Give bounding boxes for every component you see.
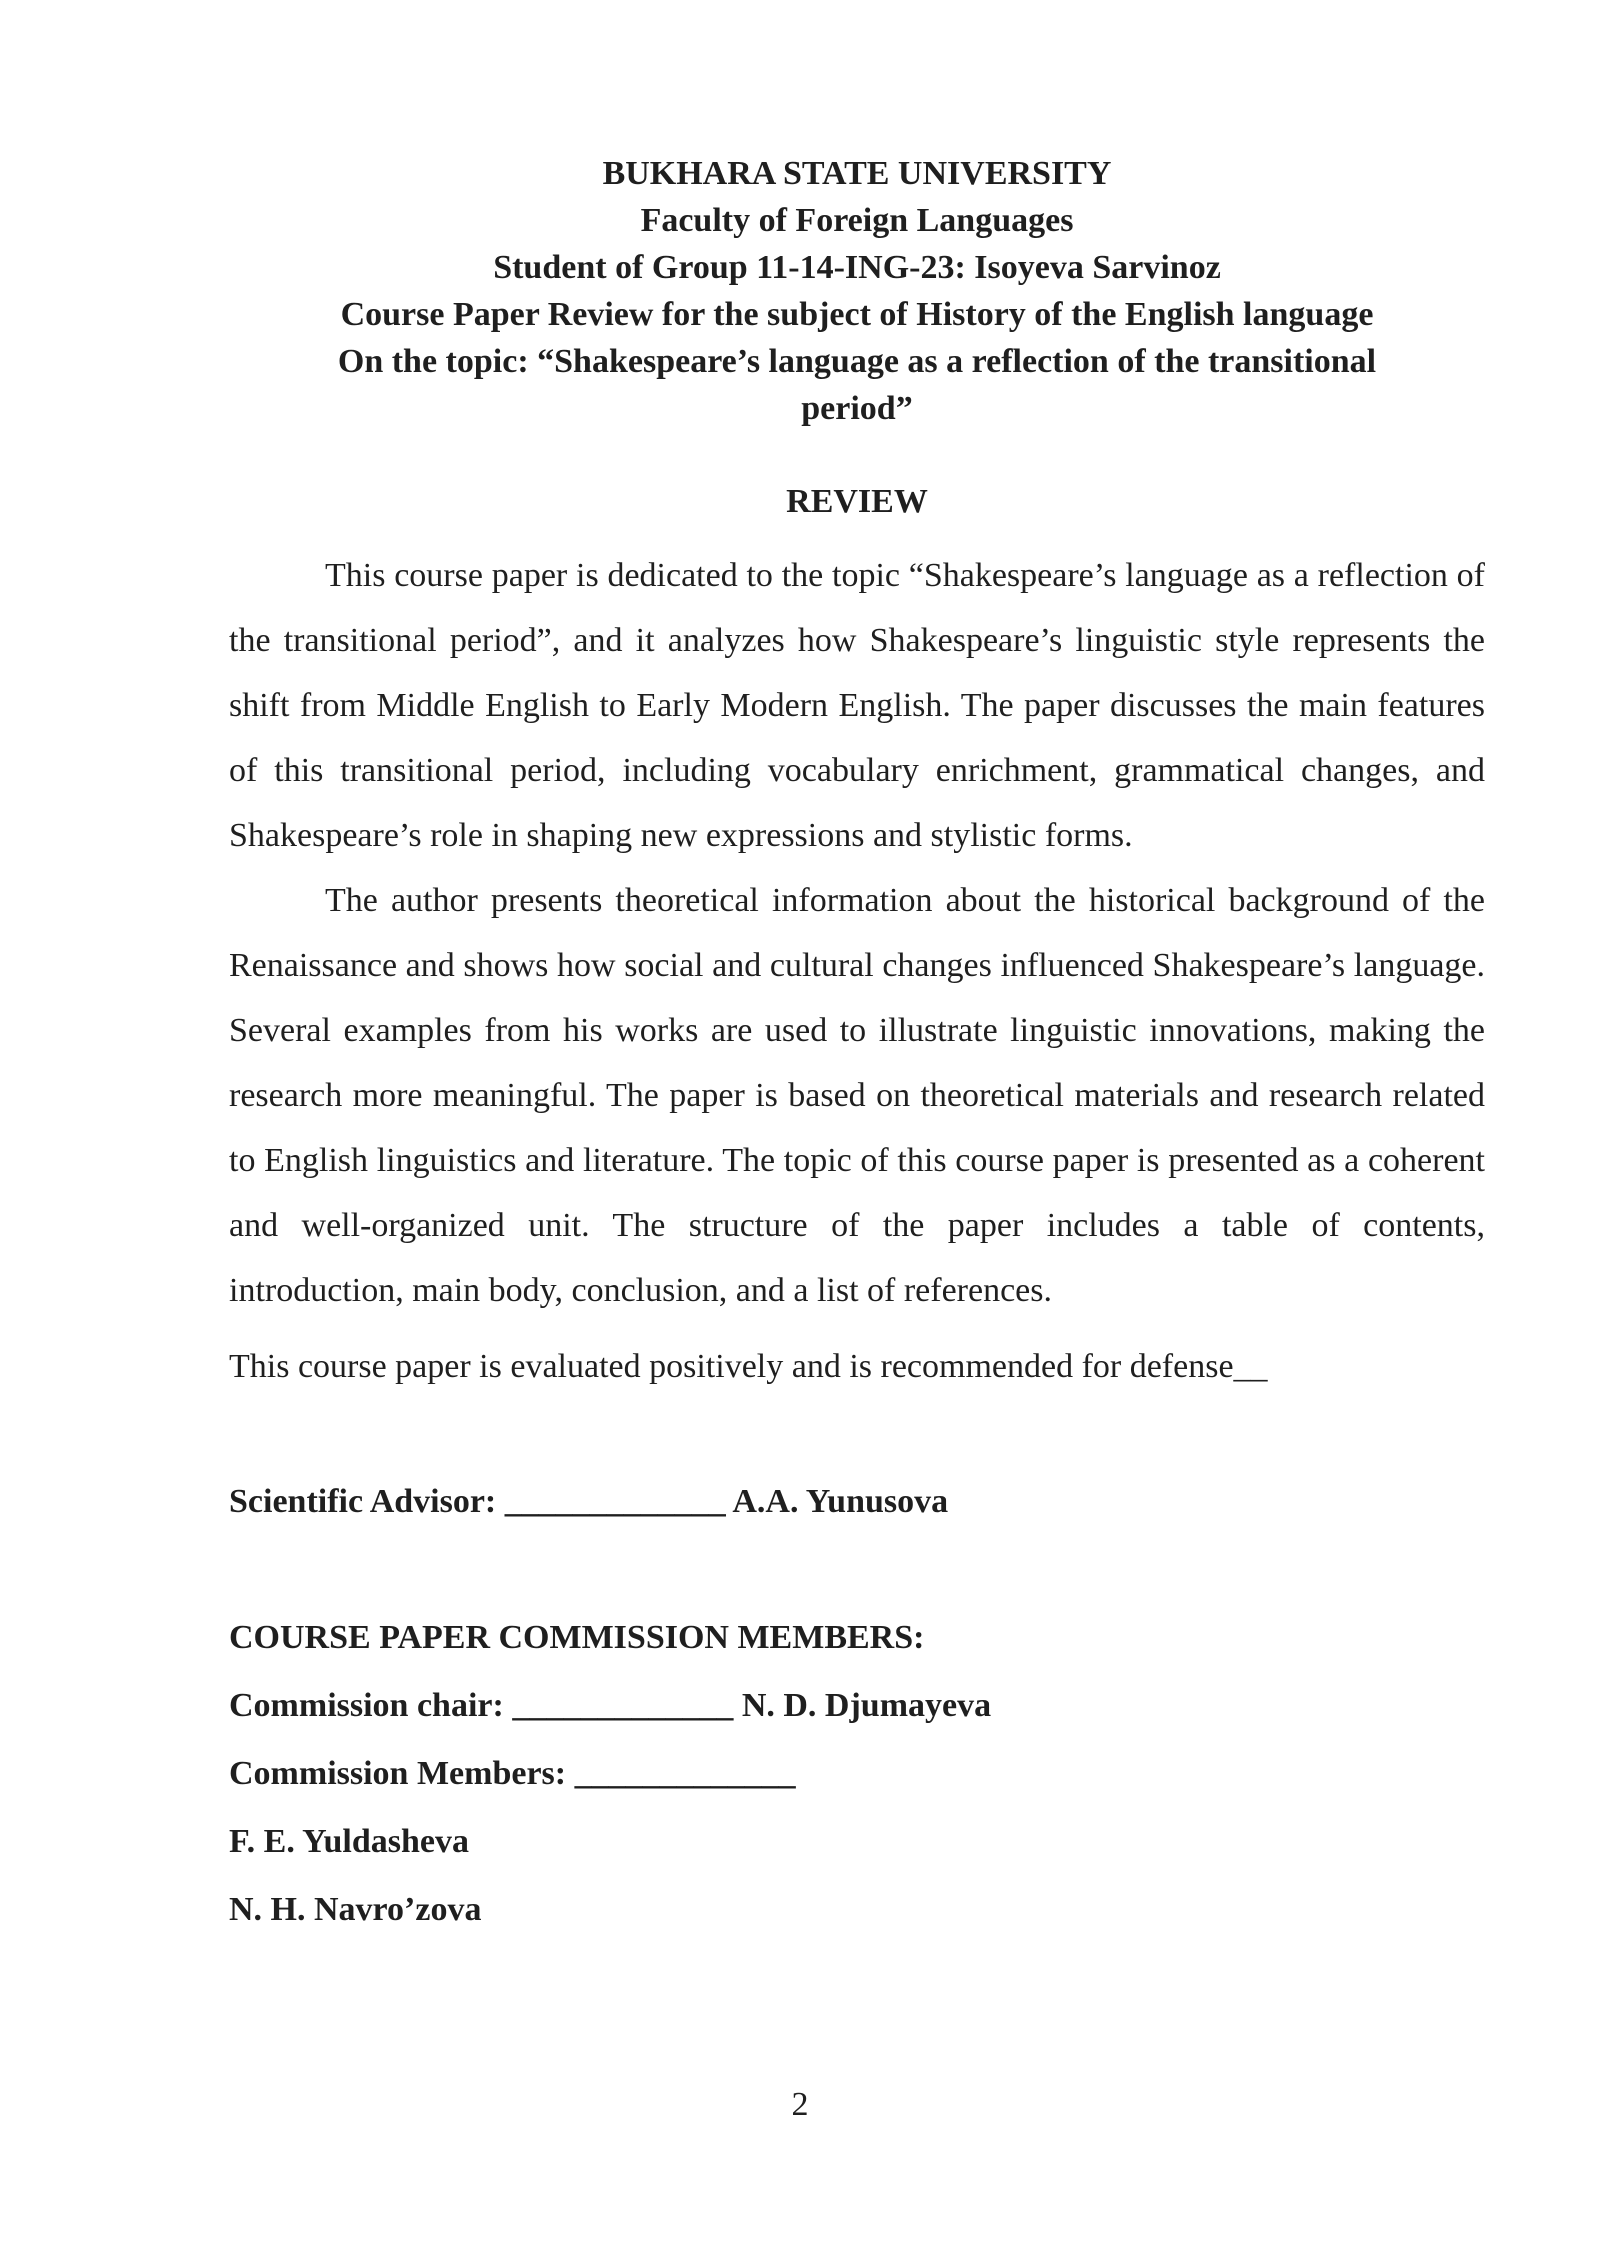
document-header xyxy=(229,150,1485,432)
page-content xyxy=(229,150,1485,1933)
course-info: Course Paper Review for the subject of History of the English language xyxy=(340,296,1374,333)
review-title: REVIEW xyxy=(786,483,928,520)
review-paragraph-1: This course paper is dedicated to the topic “Shakespeare’s language as a reflection of the transitional period”, and it analyzes how Shakespeare’s linguistic style represents the shift from Middle English to Early Modern English. The paper discusses the main features of this transitional period, including vocabulary enrichment, grammatical changes, and Shakespeare’s role in shaping new expressions and stylistic forms. xyxy=(229,557,1485,854)
faculty-name: Faculty of Foreign Languages xyxy=(640,202,1074,239)
commission-member-1: F. E. Yuldasheva xyxy=(229,1823,469,1860)
review-paragraph-2: The author presents theoretical information about the historical background of the Renaissance and shows how social and cultural changes influenced Shakespeare’s language. Several examples from his works are used to illustrate linguistic innovations, making the research more meaningful. The paper is based on theoretical materials and research related to English linguistics and literature. The topic of this course paper is presented as a coherent and well-organized unit. The structure of the paper includes a table of contents, introduction, main body, conclusion, and a list of references. xyxy=(229,882,1485,1309)
commission-chair-line: Commission chair: _____________ N. D. Djumayeva xyxy=(229,1687,992,1724)
student-info: Student of Group 11-14-ING-23: Isoyeva Sarvinoz xyxy=(493,249,1221,286)
topic-line-1: On the topic: “Shakespeare’s language as a reflection of the transitional xyxy=(337,343,1377,380)
commission-title: COURSE PAPER COMMISSION MEMBERS: xyxy=(229,1619,925,1656)
commission-member-2: N. H. Navro’zova xyxy=(229,1891,482,1928)
topic-line-2: period” xyxy=(801,390,913,427)
university-name: BUKHARA STATE UNIVERSITY xyxy=(602,155,1112,192)
commission-members-line: Commission Members: _____________ xyxy=(229,1755,796,1792)
page-number: 2 xyxy=(791,2086,809,2123)
evaluation-statement: This course paper is evaluated positively and is recommended for defense__ xyxy=(229,1348,1268,1385)
scientific-advisor-line: Scientific Advisor: _____________ A.A. Yunusova xyxy=(229,1483,949,1520)
